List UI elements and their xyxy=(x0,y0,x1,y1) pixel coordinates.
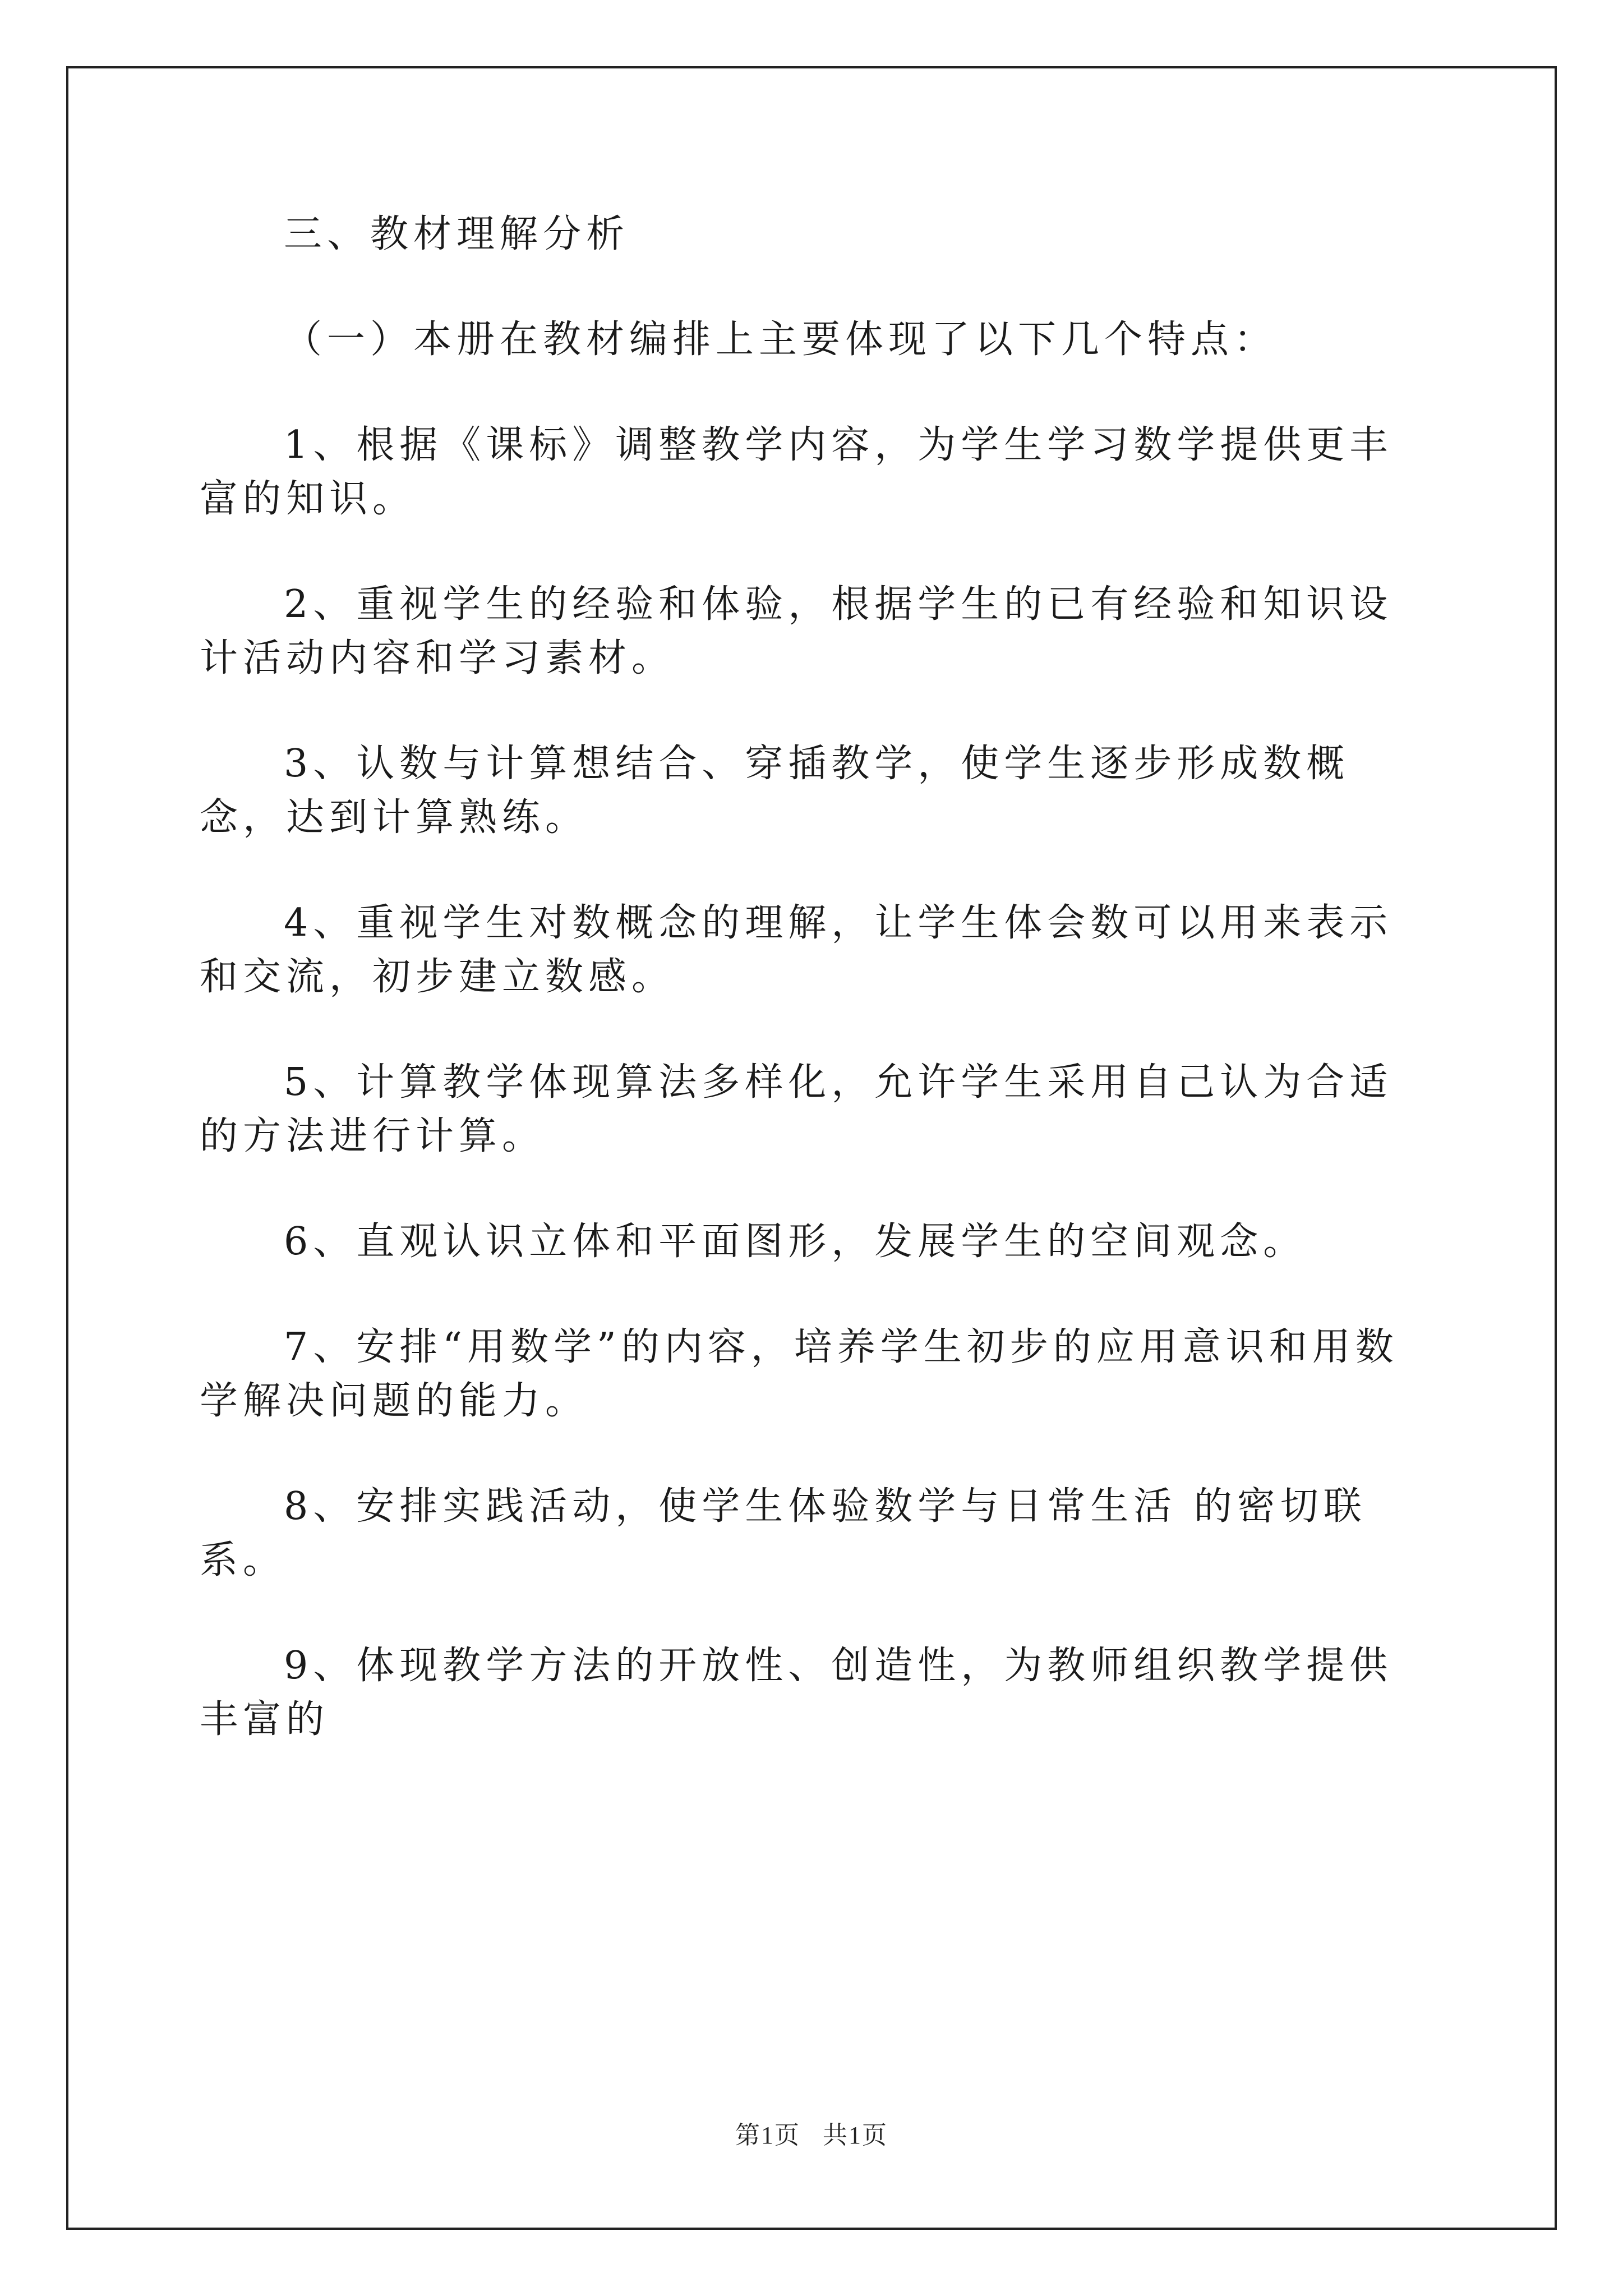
list-item: 8、安排实践活动，使学生体验数学与日常生活 的密切联系。 xyxy=(200,1484,1367,1582)
list-item: 4、重视学生对数概念的理解，让学生体会数可以用来表示和交流，初步建立数感。 xyxy=(200,901,1393,999)
section-heading: 三、教材理解分析 xyxy=(284,212,630,256)
list-item: 2、重视学生的经验和体验，根据学生的已有经验和知识设计活动内容和学习素材。 xyxy=(200,582,1393,680)
list-item: 3、认数与计算想结合、穿插教学，使学生逐步形成数概念，达到计算熟练。 xyxy=(200,742,1350,840)
list-item: 5、计算教学体现算法多样化，允许学生采用自己认为合适的方法进行计算。 xyxy=(200,1060,1393,1158)
list-item: 9、体现教学方法的开放性、创造性，为教师组织教学提供丰富的 xyxy=(200,1644,1393,1742)
page-number-current: 第1页 xyxy=(735,2122,800,2149)
page-number-total: 共1页 xyxy=(823,2122,888,2149)
list-item: 6、直观认识立体和平面图形，发展学生的空间观念。 xyxy=(284,1220,1307,1264)
page-footer xyxy=(0,2115,1623,2151)
subsection-heading: （一）本册在教材编排上主要体现了以下几个特点： xyxy=(284,318,1278,362)
list-item: 7、安排“用数学”的内容，培养学生初步的应用意识和用数学解决问题的能力。 xyxy=(200,1325,1399,1423)
list-item: 1、根据《课标》调整教学内容，为学生学习数学提供更丰富的知识。 xyxy=(200,423,1393,521)
document-body xyxy=(200,208,1433,1747)
